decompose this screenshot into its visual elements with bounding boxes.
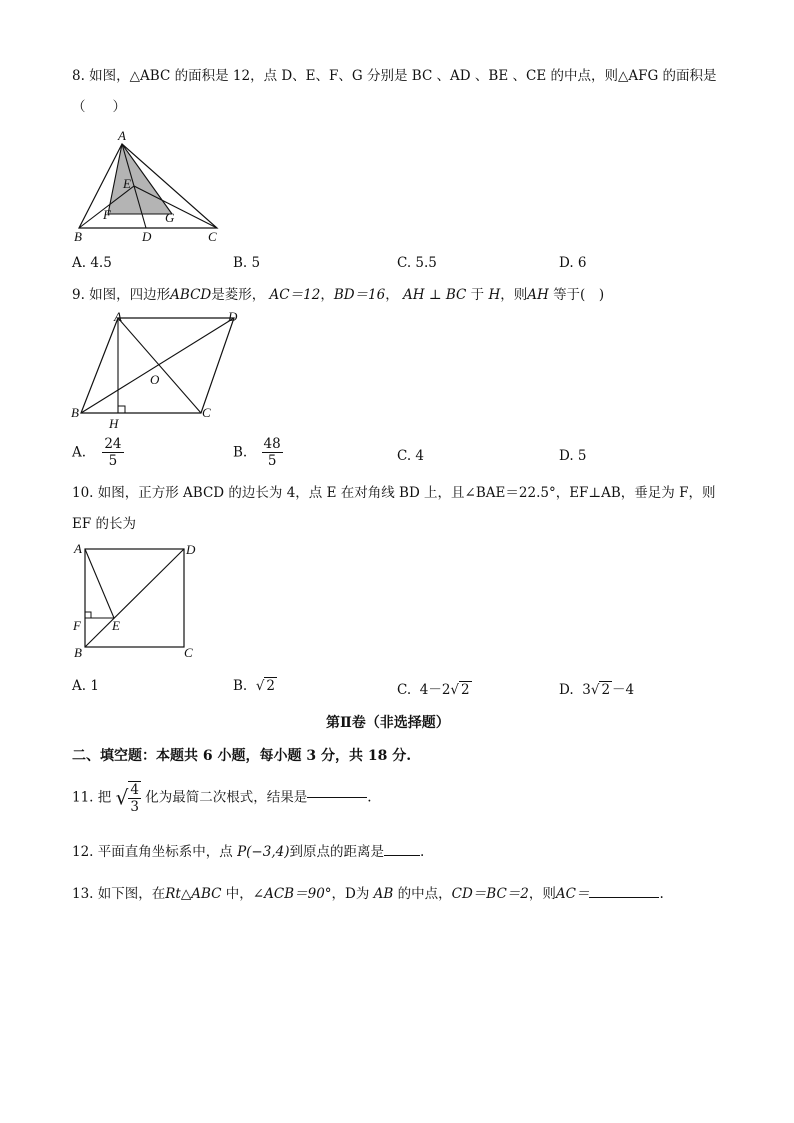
section2-heading: 二、填空题：本题共 6 小题，每小题 3 分，共 18 分. (72, 748, 412, 764)
q8-label-e: E (123, 176, 131, 191)
q8-label-f: F (103, 207, 111, 222)
section2-title: 第Ⅱ卷（非选择题） (326, 715, 450, 731)
q8-label-c: C (208, 229, 217, 244)
q9-option-b: B. $\frac{48}{5}$ (233, 436, 281, 469)
q9-right-angle-mark (118, 406, 125, 413)
q8-option-c: C. 5.5 (397, 255, 437, 271)
q8-figure (70, 128, 230, 246)
q9-label-b: B (71, 405, 79, 420)
q12-stem: 12. 平面直角坐标系中，点 P(−3,4)到原点的距离是 . (72, 844, 425, 860)
q13-answer-blank[interactable] (589, 897, 659, 898)
q9-stem: 9. 如图，四边形ABCD是菱形， AC＝12，BD＝16， AH ⊥ BC 于 H，则AH 等于( ) (72, 287, 605, 303)
q9-label-a: A (114, 309, 122, 324)
q8-label-g: G (165, 210, 175, 225)
q10-right-angle-mark (85, 612, 91, 618)
q10-label-f: F (73, 618, 81, 633)
q9-label-c: C (202, 405, 211, 420)
q9-option-d: D. 5 (559, 448, 587, 464)
q10-option-c: C. 4－2√ 2 (397, 682, 470, 698)
q9-label-d: D (228, 309, 238, 324)
q10-label-d: D (186, 542, 196, 557)
q10-option-a: A. 1 (72, 678, 99, 694)
q8-label-a: A (118, 128, 126, 143)
q10-option-d: D. 3√ 2 －4 (559, 682, 635, 698)
q9-label-o: O (150, 372, 160, 387)
q8-option-b: B. 5 (233, 255, 261, 271)
q11-answer-blank[interactable] (307, 797, 367, 798)
q10-label-b: B (74, 645, 82, 660)
q10-figure (68, 540, 204, 664)
q10-label-a: A (74, 541, 82, 556)
q9-figure (66, 309, 256, 429)
q13-stem: 13. 如下图，在Rt△ABC 中，∠ACB＝90°，D为 AB 的中点，CD＝BC＝2，则AC＝ . (72, 886, 664, 902)
q8-answer-paren: （ ） (72, 99, 126, 115)
q8-label-d: D (142, 229, 152, 244)
q8-option-d: D. 6 (559, 255, 587, 271)
q10-stem-line2: EF 的长为 (72, 516, 137, 532)
q10-option-b: B. √ 2 (233, 678, 276, 694)
q8-stem: 8. 如图，△ABC 的面积是 12，点 D、E、F、G 分别是 BC 、AD 、BE 、CE 的中点，则△AFG 的面积是 (72, 68, 717, 84)
q10-stem-line1: 10. 如图，正方形 ABCD 的边长为 4，点 E 在对角线 BD 上，且∠BAE＝22.5°，EF⊥AB，垂足为 F，则 (72, 485, 716, 501)
q10-label-c: C (184, 645, 193, 660)
q8-label-b: B (74, 229, 82, 244)
q9-option-a: A. $\frac{24}{5}$ (72, 436, 122, 469)
q10-label-e: E (112, 618, 120, 633)
q9-option-c: C. 4 (397, 448, 425, 464)
q9-label-h: H (109, 416, 119, 429)
q12-answer-blank[interactable] (384, 855, 420, 856)
q8-option-a: A. 4.5 (72, 255, 112, 271)
q11-stem: 11. 把 √ $\frac{4}{3}$ 化为最简二次根式，结果是 . (72, 781, 372, 815)
